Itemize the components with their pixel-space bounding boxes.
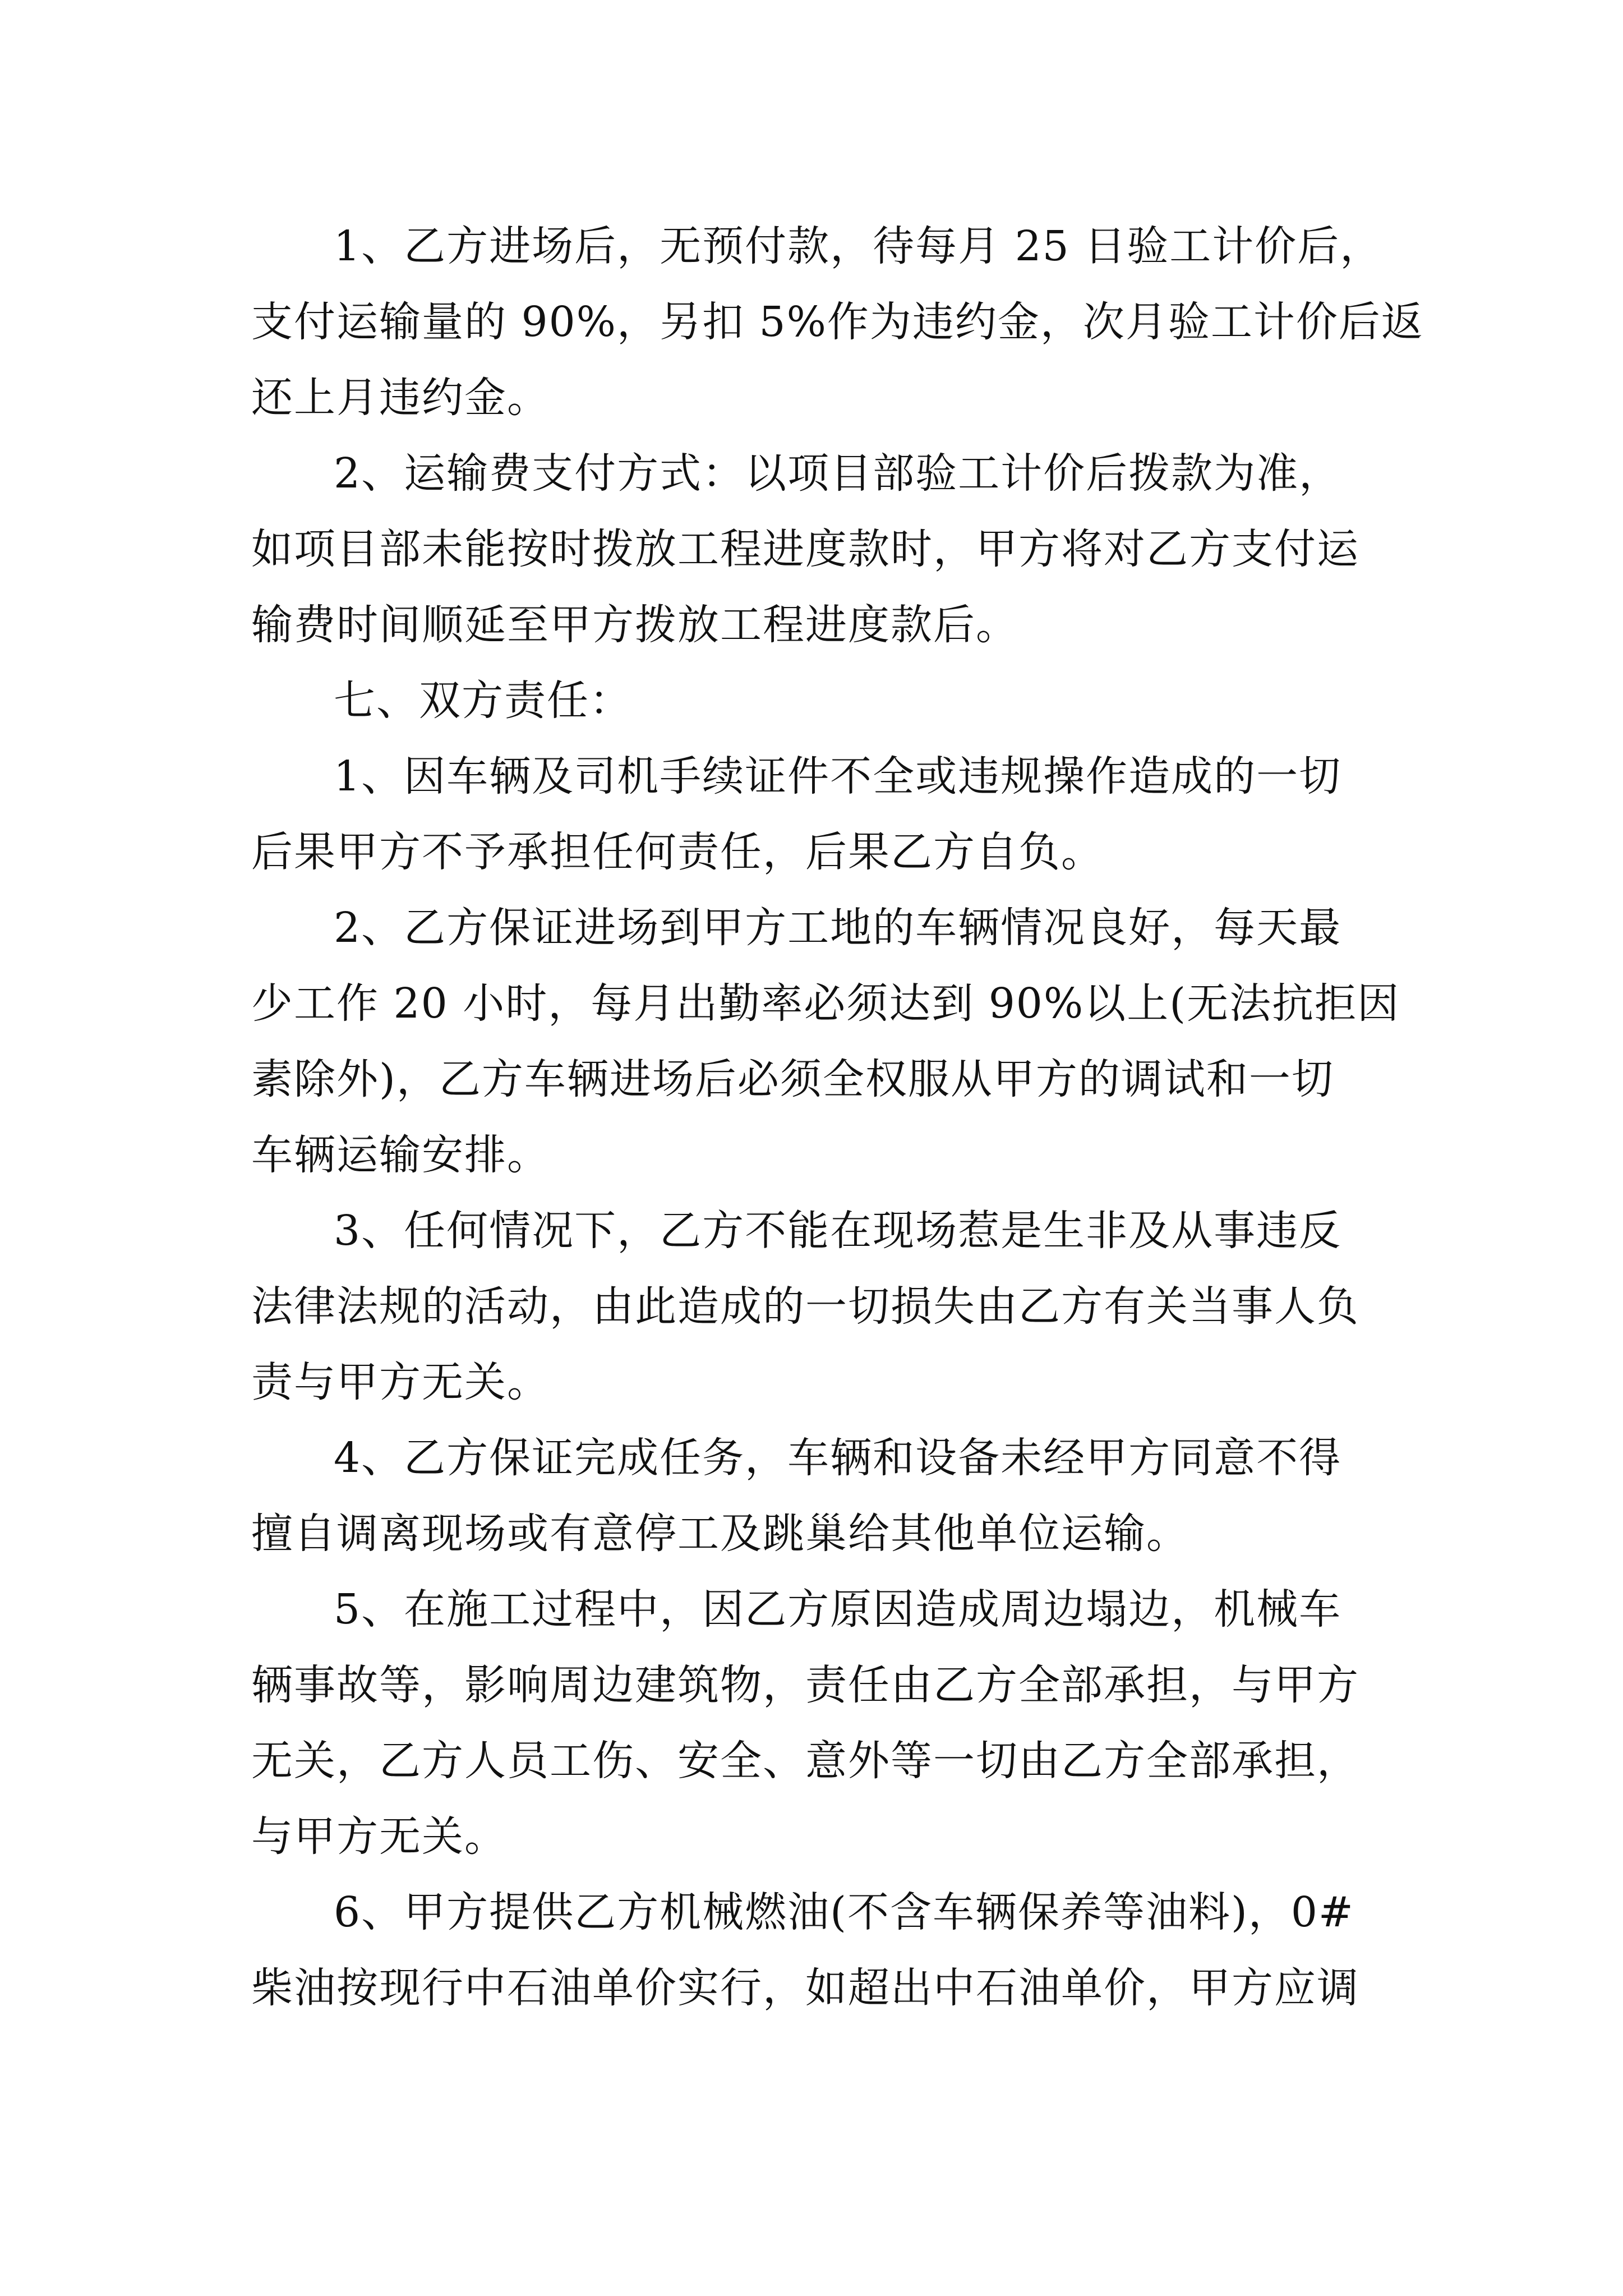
text-line: 无关，乙方人员工伤、安全、意外等一切由乙方全部承担， — [251, 1737, 1359, 1785]
text-line: 法律法规的活动，由此造成的一切损失由乙方有关当事人负 — [251, 1282, 1359, 1331]
text-line: 素除外)，乙方车辆进场后必须全权服从甲方的调试和一切 — [251, 1055, 1334, 1103]
text-line: 5、在施工过程中，因乙方原因造成周边塌边，机械车 — [334, 1585, 1342, 1634]
text-line: 2、乙方保证进场到甲方工地的车辆情况良好，每天最 — [334, 904, 1342, 952]
text-line: 1、乙方进场后，无预付款，待每月 25 日验工计价后， — [334, 222, 1383, 270]
text-line: 4、乙方保证完成任务，车辆和设备未经甲方同意不得 — [334, 1434, 1342, 1482]
text-line: 还上月违约金。 — [251, 374, 550, 422]
text-line: 6、甲方提供乙方机械燃油(不含车辆保养等油料)，0# — [334, 1888, 1354, 1936]
text-line: 支付运输量的 90%，另扣 5%作为违约金，次月验工计价后返 — [251, 298, 1424, 346]
text-line: 输费时间顺延至甲方拨放工程进度款后。 — [251, 601, 1018, 649]
text-line: 如项目部未能按时拨放工程进度款时，甲方将对乙方支付运 — [251, 525, 1359, 573]
text-line: 1、因车辆及司机手续证件不全或违规操作造成的一切 — [334, 752, 1342, 800]
document-body — [251, 209, 1424, 2026]
text-line: 七、双方责任： — [334, 677, 632, 725]
text-line: 擅自调离现场或有意停工及跳巢给其他单位运输。 — [251, 1510, 1189, 1558]
text-line: 与甲方无关。 — [251, 1812, 507, 1861]
text-line: 柴油按现行中石油单价实行，如超出中石油单价，甲方应调 — [251, 1964, 1359, 2012]
text-line: 责与甲方无关。 — [251, 1358, 550, 1406]
text-line: 2、运输费支付方式：以项目部验工计价后拨款为准， — [334, 449, 1342, 498]
text-line: 少工作 20 小时，每月出勤率必须达到 90%以上(无法抗拒因 — [251, 979, 1400, 1028]
text-line: 3、任何情况下，乙方不能在现场惹是生非及从事违反 — [334, 1207, 1342, 1255]
text-line: 后果甲方不予承担任何责任，后果乙方自负。 — [251, 828, 1104, 876]
text-line: 车辆运输安排。 — [251, 1131, 550, 1179]
text-line: 辆事故等，影响周边建筑物，责任由乙方全部承担，与甲方 — [251, 1661, 1359, 1709]
